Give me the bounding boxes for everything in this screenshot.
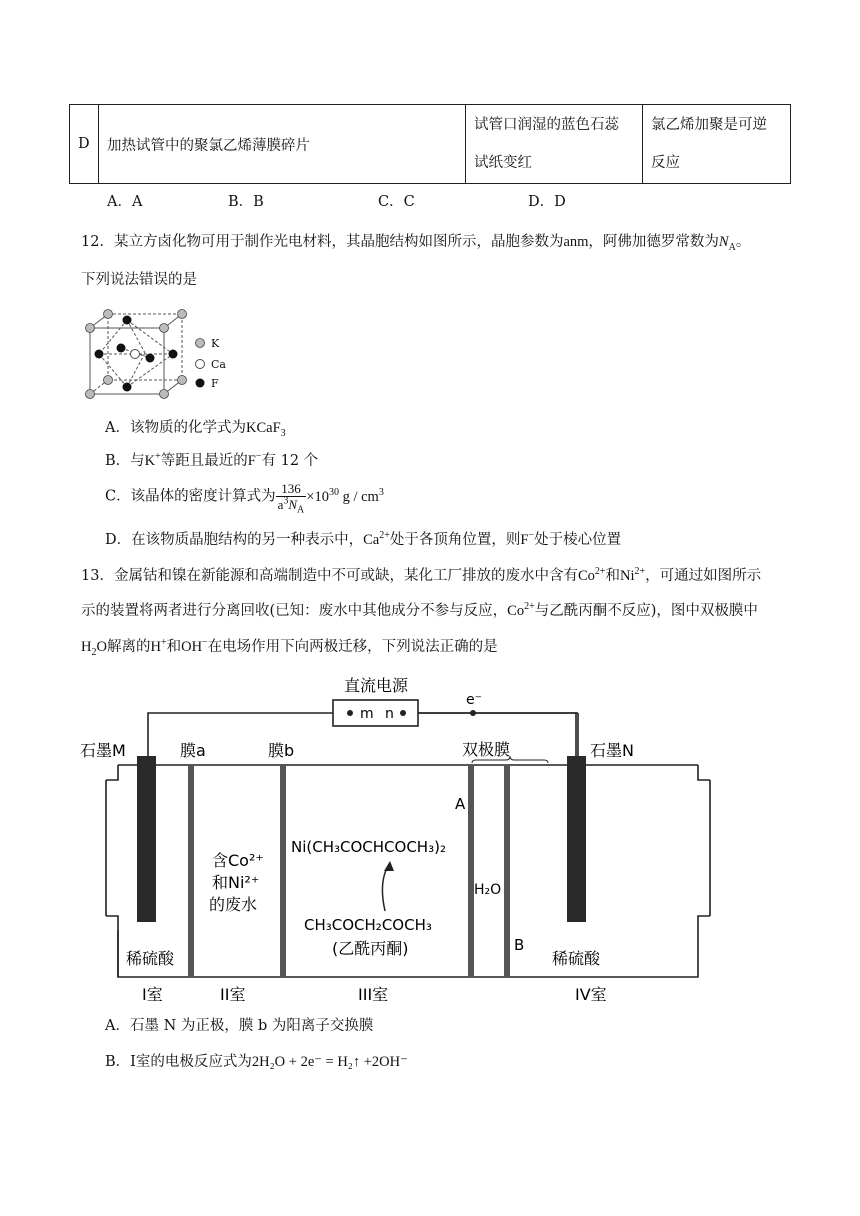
terminal-m [347, 710, 353, 716]
q13-option-b-text: B．Ⅰ室的电极反应式为 [105, 1054, 252, 1070]
h-ion-charge: + [160, 637, 167, 649]
q12-stem-line1 [81, 232, 750, 252]
f-ion-d-charge: − [528, 530, 535, 542]
q13-line1-part2: ，可通过如图所示 [645, 568, 762, 584]
avogadro-symbol: N [718, 234, 729, 250]
q13-line3-part1: 解离的 [106, 639, 151, 655]
h2o-sub: 2 [91, 646, 97, 658]
oh-ion: OH [181, 639, 203, 655]
terminal-n [400, 710, 406, 716]
ni-complex: Ni(CH₃COCHCOCH₃)₂ [291, 838, 446, 856]
room-2: II室 [220, 985, 246, 1004]
room-3: III室 [358, 985, 389, 1004]
conclusion-line2: 反应 [651, 155, 680, 171]
legend-f: F [211, 377, 219, 390]
k-ion: K [144, 453, 156, 469]
k-ion-charge: + [155, 451, 161, 463]
row-label: D [70, 105, 99, 184]
acid-left: 稀硫酸 [126, 949, 175, 968]
n-label: n [385, 706, 394, 722]
room-1: I室 [142, 985, 163, 1004]
q12-option-b-suffix: 有 12 个 [261, 453, 319, 469]
options-table [69, 104, 791, 184]
q12-unit: anm [563, 234, 589, 250]
co-ion: Co [577, 568, 595, 584]
q11-option-b: B．B [228, 194, 264, 210]
membrane-b [280, 765, 286, 977]
co-charge-2: 2+ [524, 601, 535, 613]
q12-option-c [105, 481, 384, 516]
q13-stem-line1 [81, 566, 761, 586]
h2o-o: O [96, 639, 107, 655]
operation-cell: 加热试管中的聚氯乙烯薄膜碎片 [99, 105, 466, 184]
power-label: 直流电源 [343, 676, 409, 695]
ca-ion: Ca [363, 532, 380, 548]
membrane-a-label: 膜a [180, 741, 206, 760]
q13-line2-part2: 与乙酰丙酮不反应)，图中双极膜中 [534, 603, 758, 619]
room-4: IV室 [575, 985, 607, 1004]
q13-line3-and: 和 [166, 639, 182, 655]
q12-option-c-text: C．该晶体的密度计算式为 [105, 488, 276, 505]
q13-line3-part2: 在电场作用下向两极迁移，下列说法正确的是 [207, 639, 498, 655]
q12-option-b [105, 451, 318, 471]
acid-right: 稀硫酸 [552, 949, 601, 968]
phenomenon-line2: 试纸变红 [474, 155, 532, 171]
q12-stem-line2: 下列说法错误的是 [81, 272, 197, 288]
density-unit: g / cm [342, 488, 379, 505]
q13-line2-part1: 示的装置将两者进行分离回收(已知：废水中其他成分不参与反应， [81, 603, 508, 619]
graphite-n-label: 石墨N [590, 741, 634, 760]
legend-ca: Ca [211, 358, 226, 371]
unit-exp: 3 [378, 486, 384, 498]
q13-and: 和 [605, 568, 621, 584]
cell-legend [196, 339, 205, 388]
q13-option-b [105, 1052, 408, 1072]
graphite-m-electrode [137, 756, 156, 922]
formula-kcaf3: KCaF [245, 420, 281, 436]
q12-option-d-mid: 处于各顶角位置，则 [389, 532, 521, 548]
membrane-b-label: 膜b [268, 741, 295, 760]
phenomenon-cell [466, 105, 643, 184]
fraction-denominator [276, 495, 307, 516]
ni-charge: 2+ [634, 566, 646, 578]
formula-sub: 3 [280, 427, 286, 439]
den-a: a [277, 497, 284, 512]
f-ion: F [247, 453, 256, 469]
electrolysis-diagram [78, 668, 778, 1008]
bipolar-membrane-b [504, 765, 510, 977]
waste-line1: 含Co²⁺ [212, 851, 264, 870]
legend-k: K [211, 337, 220, 350]
label-a: A [455, 795, 466, 813]
h-ion: H [150, 639, 161, 655]
acac-name: (乙酰丙酮) [332, 939, 409, 958]
ni-ion: Ni [620, 568, 635, 584]
q13-stem-line2 [81, 601, 758, 621]
q13-line1-part1: 13．金属钴和镍在新能源和高端制造中不可或缺，某化工厂排放的废水中含有 [81, 568, 578, 584]
power-exp: 30 [328, 486, 339, 498]
q12-stem-part1: 12．某立方卤化物可用于制作光电材料，其晶胞结构如图所示，晶胞参数为 [81, 234, 564, 250]
bipolar-label: 双极膜 [462, 740, 511, 759]
den-exp: 3 [283, 495, 289, 507]
graphite-n-electrode [567, 756, 586, 922]
q12-option-d [105, 530, 621, 550]
membrane-a [188, 765, 194, 977]
density-fraction [276, 481, 307, 516]
ca-ion-charge: 2+ [379, 530, 390, 542]
q12-stem-part2: ，阿佛加德罗常数为 [588, 234, 719, 250]
q12-option-b-mid: 等距且最近的 [160, 453, 248, 469]
den-n: N [288, 497, 298, 512]
density-tail [306, 486, 384, 505]
phenomenon-line1: 试管口润湿的蓝色石蕊 [474, 117, 619, 133]
fraction-numerator: 136 [276, 481, 307, 497]
den-sub: A [297, 504, 305, 516]
ca-atom [131, 350, 140, 359]
avogadro-sub: A [728, 241, 736, 253]
conclusion-line1: 氯乙烯加聚是可逆 [651, 117, 767, 133]
q13-option-a: A．石墨 N 为正极，膜 b 为阳离子交换膜 [105, 1018, 374, 1034]
q12-option-a [105, 418, 286, 438]
q11-option-c: C．C [378, 194, 415, 210]
q12-option-d-suffix: 处于棱心位置 [534, 532, 622, 548]
q13-stem-line3 [81, 637, 498, 657]
label-b: B [514, 936, 525, 954]
q12-option-d-text: D．在该物质晶胞结构的另一种表示中， [105, 532, 364, 548]
f-ion-d: F [520, 532, 529, 548]
electrode-equation: 2H₂O + 2e⁻ = H₂↑ +2OH⁻ [251, 1054, 408, 1070]
h2o-h: H [81, 639, 92, 655]
m-label: m [360, 706, 374, 722]
electron-point [470, 710, 476, 716]
arrow-head [384, 861, 394, 871]
co-ion-2: Co [507, 603, 525, 619]
q12-option-b-text: B．与 [105, 453, 145, 469]
conclusion-cell [643, 105, 791, 184]
times-ten: ×10 [306, 488, 329, 505]
water-label: H₂O [474, 882, 502, 898]
q11-option-d: D．D [528, 194, 566, 210]
bipolar-membrane-a [468, 765, 474, 977]
graphite-m-label: 石墨M [80, 741, 126, 760]
q11-option-a: A．A [107, 194, 143, 210]
waste-line3: 的废水 [209, 895, 258, 914]
co-charge: 2+ [594, 566, 606, 578]
oh-ion-charge: − [202, 637, 208, 649]
table-row [70, 105, 791, 184]
waste-line2: 和Ni²⁺ [212, 873, 260, 892]
f-ion-charge: − [255, 451, 262, 463]
q12-stem-end: 。 [735, 234, 751, 250]
acac-formula: CH₃COCH₂COCH₃ [304, 916, 432, 934]
q12-option-a-text: A．该物质的化学式为 [105, 420, 246, 436]
electron-label: e⁻ [466, 692, 483, 708]
